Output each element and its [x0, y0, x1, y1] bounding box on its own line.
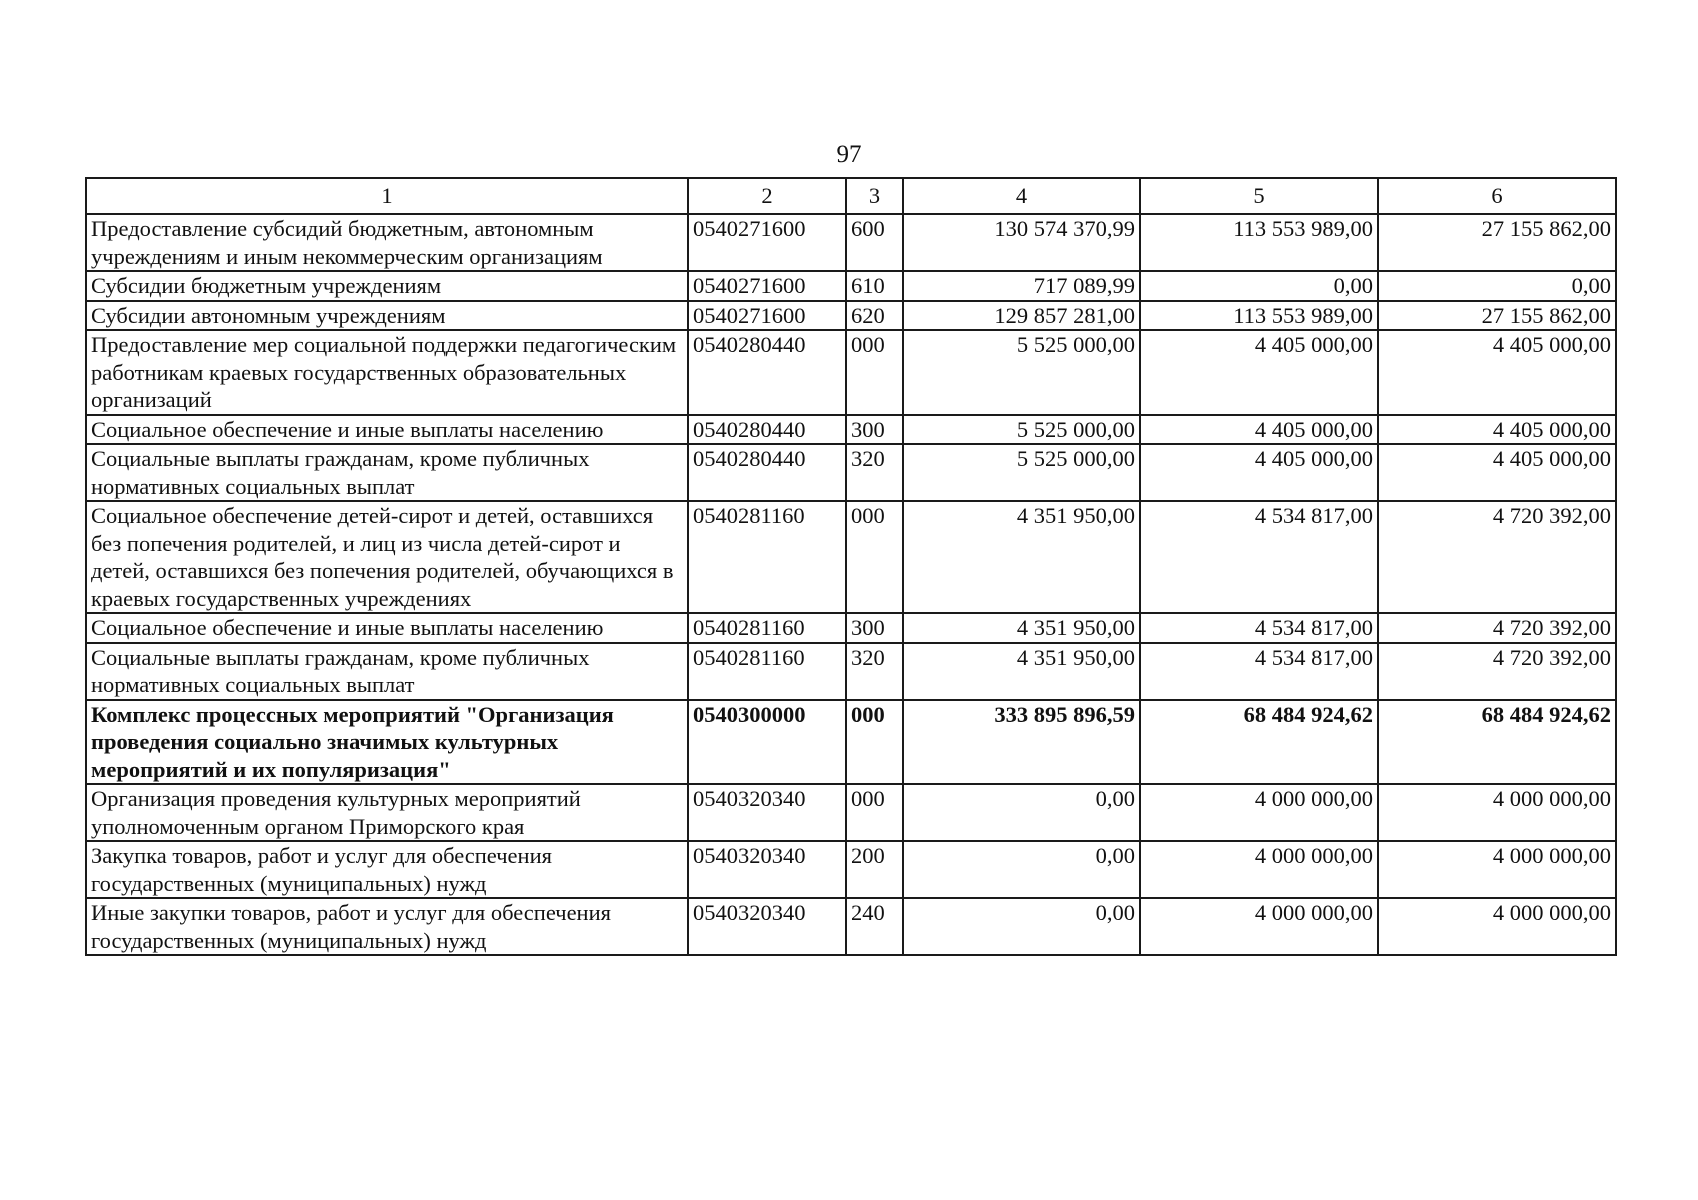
row-code: 0540281160	[688, 643, 846, 700]
row-name: Закупка товаров, работ и услуг для обеспечения государственных (муниципальных) нужд	[86, 841, 688, 898]
row-amount-1: 0,00	[903, 841, 1140, 898]
row-amount-3: 4 405 000,00	[1378, 444, 1616, 501]
row-amount-3: 68 484 924,62	[1378, 700, 1616, 785]
row-expense-type: 200	[846, 841, 903, 898]
header-col-6: 6	[1378, 178, 1616, 214]
table-row	[86, 643, 1616, 700]
row-name: Социальное обеспечение и иные выплаты населению	[86, 613, 688, 643]
table-row	[86, 444, 1616, 501]
row-amount-2: 4 534 817,00	[1140, 643, 1378, 700]
row-amount-1: 333 895 896,59	[903, 700, 1140, 785]
row-expense-type: 000	[846, 784, 903, 841]
row-name: Иные закупки товаров, работ и услуг для обеспечения государственных (муниципальных) нужд	[86, 898, 688, 955]
header-col-2: 2	[688, 178, 846, 214]
row-amount-1: 5 525 000,00	[903, 415, 1140, 445]
row-code: 0540280440	[688, 444, 846, 501]
row-name: Предоставление субсидий бюджетным, автономным учреждениям и иным некоммерческим организациям	[86, 214, 688, 271]
row-expense-type: 610	[846, 271, 903, 301]
row-amount-3: 4 720 392,00	[1378, 613, 1616, 643]
row-amount-1: 717 089,99	[903, 271, 1140, 301]
row-amount-3: 4 720 392,00	[1378, 501, 1616, 613]
row-amount-2: 113 553 989,00	[1140, 214, 1378, 271]
table-row	[86, 415, 1616, 445]
row-amount-3: 0,00	[1378, 271, 1616, 301]
row-expense-type: 320	[846, 444, 903, 501]
row-amount-3: 4 000 000,00	[1378, 784, 1616, 841]
row-expense-type: 240	[846, 898, 903, 955]
row-expense-type: 000	[846, 501, 903, 613]
row-code: 0540300000	[688, 700, 846, 785]
row-amount-1: 5 525 000,00	[903, 330, 1140, 415]
table-row	[86, 214, 1616, 271]
table-row	[86, 784, 1616, 841]
row-name: Социальное обеспечение и иные выплаты населению	[86, 415, 688, 445]
row-amount-1: 0,00	[903, 784, 1140, 841]
row-name: Организация проведения культурных мероприятий уполномоченным органом Приморского края	[86, 784, 688, 841]
row-code: 0540281160	[688, 613, 846, 643]
row-amount-2: 4 000 000,00	[1140, 784, 1378, 841]
row-amount-1: 4 351 950,00	[903, 613, 1140, 643]
row-amount-3: 4 000 000,00	[1378, 898, 1616, 955]
row-name: Предоставление мер социальной поддержки педагогическим работникам краевых государственных образовательных организаций	[86, 330, 688, 415]
table-header-row	[86, 178, 1616, 214]
row-amount-3: 27 155 862,00	[1378, 214, 1616, 271]
table-row	[86, 898, 1616, 955]
row-amount-3: 4 000 000,00	[1378, 841, 1616, 898]
row-expense-type: 000	[846, 330, 903, 415]
row-amount-1: 0,00	[903, 898, 1140, 955]
header-col-4: 4	[903, 178, 1140, 214]
row-amount-2: 68 484 924,62	[1140, 700, 1378, 785]
row-expense-type: 000	[846, 700, 903, 785]
row-amount-1: 129 857 281,00	[903, 301, 1140, 331]
row-amount-1: 130 574 370,99	[903, 214, 1140, 271]
row-amount-2: 0,00	[1140, 271, 1378, 301]
row-amount-2: 4 405 000,00	[1140, 415, 1378, 445]
row-code: 0540280440	[688, 330, 846, 415]
row-code: 0540271600	[688, 214, 846, 271]
row-name: Субсидии автономным учреждениям	[86, 301, 688, 331]
row-amount-1: 5 525 000,00	[903, 444, 1140, 501]
table-row	[86, 841, 1616, 898]
table-row	[86, 271, 1616, 301]
row-amount-1: 4 351 950,00	[903, 501, 1140, 613]
row-expense-type: 300	[846, 415, 903, 445]
row-amount-3: 4 720 392,00	[1378, 643, 1616, 700]
row-name: Социальное обеспечение детей-сирот и детей, оставшихся без попечения родителей, и лиц из числа детей-сирот и детей, оставшихся без попечения родителей, обучающихся в краевых государственных учреждениях	[86, 501, 688, 613]
row-amount-3: 27 155 862,00	[1378, 301, 1616, 331]
row-amount-2: 4 405 000,00	[1140, 330, 1378, 415]
page-number: 97	[836, 141, 862, 168]
row-amount-2: 4 000 000,00	[1140, 841, 1378, 898]
header-col-5: 5	[1140, 178, 1378, 214]
row-code: 0540280440	[688, 415, 846, 445]
table-row	[86, 301, 1616, 331]
row-code: 0540320340	[688, 898, 846, 955]
row-amount-3: 4 405 000,00	[1378, 415, 1616, 445]
row-name: Комплекс процессных мероприятий "Организация проведения социально значимых культурных мероприятий и их популяризация"	[86, 700, 688, 785]
header-col-3: 3	[846, 178, 903, 214]
row-code: 0540320340	[688, 784, 846, 841]
row-name: Социальные выплаты гражданам, кроме публичных нормативных социальных выплат	[86, 643, 688, 700]
row-code: 0540281160	[688, 501, 846, 613]
row-code: 0540320340	[688, 841, 846, 898]
header-col-1: 1	[86, 178, 688, 214]
row-code: 0540271600	[688, 301, 846, 331]
row-amount-1: 4 351 950,00	[903, 643, 1140, 700]
row-code: 0540271600	[688, 271, 846, 301]
row-amount-2: 4 534 817,00	[1140, 501, 1378, 613]
row-expense-type: 320	[846, 643, 903, 700]
row-amount-2: 4 534 817,00	[1140, 613, 1378, 643]
row-name: Субсидии бюджетным учреждениям	[86, 271, 688, 301]
row-expense-type: 620	[846, 301, 903, 331]
budget-table	[85, 177, 1617, 956]
row-amount-3: 4 405 000,00	[1378, 330, 1616, 415]
row-expense-type: 300	[846, 613, 903, 643]
row-expense-type: 600	[846, 214, 903, 271]
table-row	[86, 501, 1616, 613]
row-amount-2: 113 553 989,00	[1140, 301, 1378, 331]
row-name: Социальные выплаты гражданам, кроме публичных нормативных социальных выплат	[86, 444, 688, 501]
table-row	[86, 330, 1616, 415]
table-row	[86, 613, 1616, 643]
row-amount-2: 4 405 000,00	[1140, 444, 1378, 501]
table-row-total	[86, 700, 1616, 785]
row-amount-2: 4 000 000,00	[1140, 898, 1378, 955]
